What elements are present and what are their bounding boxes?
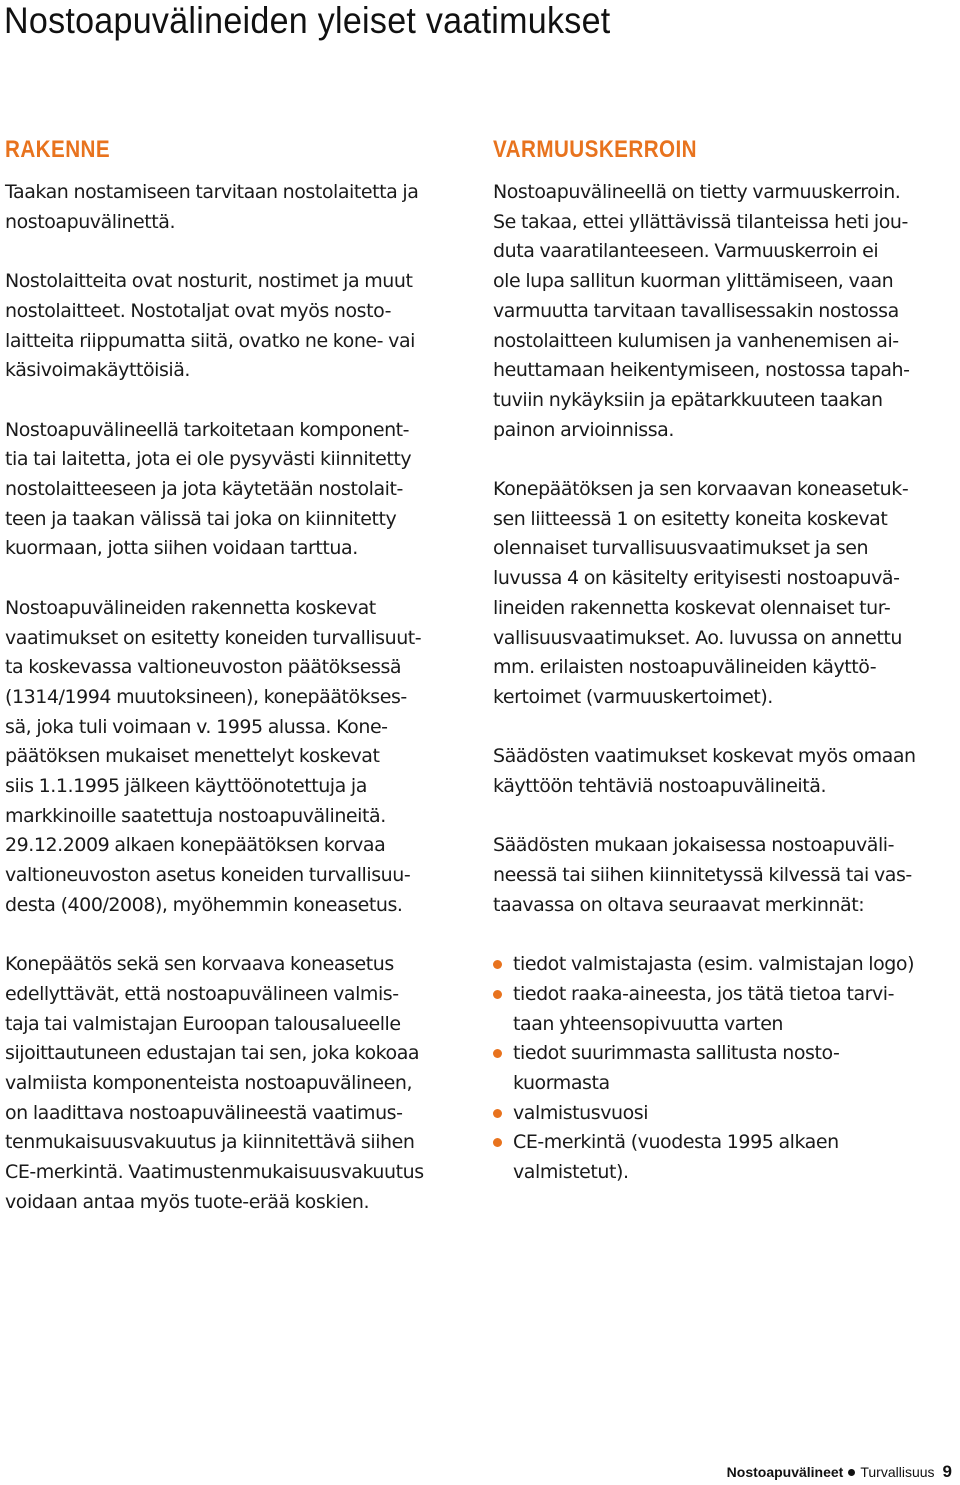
text-line: nostolaitteen kulumisen ja vanhenemisen ai- <box>493 329 899 352</box>
text-line: vallisuusvaatimukset. Ao. luvussa on annettu <box>493 626 902 649</box>
paragraph <box>5 267 465 386</box>
text-line: luvussa 4 on käsitelty erityisesti nostoapuvä- <box>493 567 900 590</box>
list-item <box>493 1099 955 1129</box>
text-line: Konepäätöksen ja sen korvaavan koneasetuk- <box>493 478 909 501</box>
list-item-text: valmistetut). <box>513 1161 629 1184</box>
list-item-text: kuormasta <box>513 1072 610 1095</box>
page-footer <box>727 1462 952 1482</box>
text-line: käyttöön tehtäviä nostoapuvälineitä. <box>493 775 827 798</box>
list-item-text: tiedot valmistajasta (esim. valmistajan logo) <box>513 953 915 976</box>
text-line: 29.12.2009 alkaen konepäätöksen korvaa <box>5 834 386 857</box>
section-heading-varmuuskerroin: VARMUUSKERROIN <box>493 136 698 163</box>
text-line: sijoittautuneen edustajan tai sen, joka kokoaa <box>5 1042 420 1065</box>
text-line: Nostolaitteita ovat nosturit, nostimet ja muut <box>5 270 413 293</box>
text-line: valtioneuvoston asetus koneiden turvallisuu- <box>5 864 411 887</box>
paragraph <box>493 742 955 801</box>
text-line: neessä tai siihen kiinnitetyssä kilvessä tai vas- <box>493 864 912 887</box>
text-line: heuttamaan heikentymiseen, nostossa tapah- <box>493 359 910 382</box>
text-line: tia tai laitetta, jota ei ole pysyvästi kiinnitetty <box>5 448 412 471</box>
text-line: Nostoapuvälineiden rakennetta koskevat <box>5 596 376 619</box>
text-line: kuormaan, jotta siihen voidaan tarttua. <box>5 537 358 560</box>
text-line: voidaan antaa myös tuote-erää koskien. <box>5 1190 370 1213</box>
list-item <box>493 950 955 980</box>
paragraph <box>493 831 955 920</box>
text-line: Säädösten mukaan jokaisessa nostoapuväli- <box>493 834 895 857</box>
footer-publication: Turvallisuus <box>860 1464 935 1480</box>
text-line: vaatimukset on esitetty koneiden turvallisuut- <box>5 626 422 649</box>
text-line: sä, joka tuli voimaan v. 1995 alussa. Kone- <box>5 715 388 738</box>
footer-section: Nostoapuvälineet <box>726 1464 844 1480</box>
text-line: nostoapuvälinettä. <box>5 210 176 233</box>
right-paragraphs <box>493 178 955 921</box>
bullet-dot-icon <box>493 1049 502 1058</box>
bullet-dot-icon <box>493 990 502 999</box>
text-line: taja tai valmistajan Euroopan talousalueelle <box>5 1012 401 1035</box>
right-column <box>493 136 955 1188</box>
paragraph <box>493 178 955 445</box>
left-paragraphs <box>5 178 465 1218</box>
bullet-dot-icon <box>493 960 502 969</box>
text-line: nostolaitteet. Nostotaljat ovat myös nosto- <box>5 299 392 322</box>
text-line: markkinoille saatettuja nostoapuvälineitä. <box>5 804 386 827</box>
text-line: mm. erilaisten nostoapuvälineiden käyttö- <box>493 656 877 679</box>
text-line: tuviin nykäyksiin ja epätarkkuuteen taakan <box>493 388 883 411</box>
paragraph <box>5 594 465 921</box>
text-line: on laadittava nostoapuvälineestä vaatimus- <box>5 1101 403 1124</box>
text-line: edellyttävät, että nostoapuvälineen valmis- <box>5 982 399 1005</box>
paragraph <box>493 475 955 713</box>
left-column <box>5 136 465 1247</box>
text-line: ta koskevassa valtioneuvoston päätöksessä <box>5 656 402 679</box>
text-line: Taakan nostamiseen tarvitaan nostolaitetta ja <box>5 181 419 203</box>
list-item-text: tiedot raaka-aineesta, jos tätä tietoa tarvi- <box>513 982 895 1005</box>
text-line: ole lupa sallitun kuorman ylittämiseen, vaan <box>493 270 894 293</box>
list-item <box>493 1039 955 1098</box>
text-line: tenmukaisuusvakuutus ja kiinnitettävä siihen <box>5 1131 415 1154</box>
paragraph <box>5 416 465 565</box>
text-line: lineiden rakennetta koskevat olennaiset tur- <box>493 596 891 619</box>
list-item-text: valmistusvuosi <box>513 1101 649 1124</box>
text-line: teen ja taakan välissä tai joka on kiinnitetty <box>5 507 397 530</box>
text-line: duta vaaratilanteeseen. Varmuuskerroin ei <box>493 240 879 263</box>
text-line: käsivoimakäyttöisiä. <box>5 359 191 382</box>
text-line: Konepäätös sekä sen korvaava koneasetus <box>5 953 394 976</box>
text-line: valmiista komponenteista nostoapuvälineen, <box>5 1072 413 1095</box>
text-line: (1314/1994 muutoksineen), konepäätökses- <box>5 685 407 708</box>
list-item-text: taan yhteensopivuutta varten <box>513 1012 784 1035</box>
text-line: siis 1.1.1995 jälkeen käyttöönotettuja ja <box>5 775 367 798</box>
text-line: sen liitteessä 1 on esitetty koneita koskevat <box>493 507 888 530</box>
list-item-text: CE-merkintä (vuodesta 1995 alkaen <box>513 1131 839 1154</box>
text-line: desta (400/2008), myöhemmin koneasetus. <box>5 893 403 916</box>
text-line: CE-merkintä. Vaatimustenmukaisuusvakuutus <box>5 1161 424 1184</box>
page-title: Nostoapuvälineiden yleiset vaatimukset <box>4 0 611 41</box>
section-heading-rakenne: RAKENNE <box>5 136 111 163</box>
bullet-dot-icon <box>493 1138 502 1147</box>
text-line: laitteita riippumatta siitä, ovatko ne kone- vai <box>5 329 415 352</box>
text-line: Säädösten vaatimukset koskevat myös omaan <box>493 745 916 768</box>
text-line: kertoimet (varmuuskertoimet). <box>493 685 773 708</box>
text-line: nostolaitteeseen ja jota käytetään nostolait- <box>5 478 403 500</box>
text-line: Nostoapuvälineellä tarkoitetaan komponent- <box>5 418 410 441</box>
text-line: Nostoapuvälineellä on tietty varmuuskerroin. <box>493 181 901 203</box>
paragraph <box>5 178 465 237</box>
text-line: painon arvioinnissa. <box>493 418 674 441</box>
text-line: päätöksen mukaiset menettelyt koskevat <box>5 745 380 768</box>
text-line: varmuutta tarvitaan tavallisessakin nostossa <box>493 299 899 322</box>
footer-separator-dot-icon <box>848 1469 855 1476</box>
page-number: 9 <box>942 1462 952 1481</box>
text-line: taavassa on oltava seuraavat merkinnät: <box>493 893 865 916</box>
list-item <box>493 1128 955 1187</box>
text-line: Se takaa, ettei yllättävissä tilanteissa heti jou- <box>493 210 908 233</box>
marking-list <box>493 950 955 1188</box>
text-line: olennaiset turvallisuusvaatimukset ja sen <box>493 537 869 560</box>
bullet-dot-icon <box>493 1109 502 1118</box>
paragraph <box>5 950 465 1217</box>
list-item-text: tiedot suurimmasta sallitusta nosto- <box>513 1042 840 1065</box>
list-item <box>493 980 955 1039</box>
